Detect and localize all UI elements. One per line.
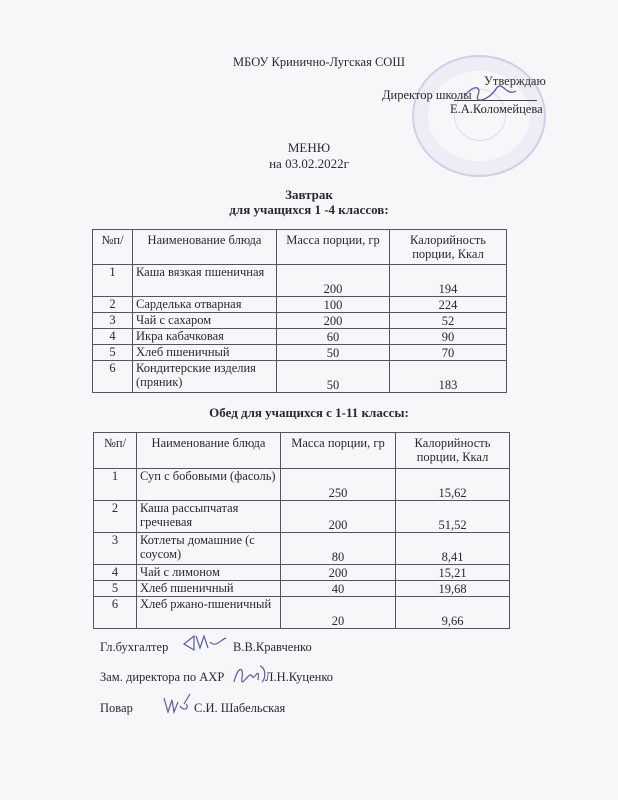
- deputy-director-name: Л.Н.Куценко: [265, 670, 334, 684]
- table-row: [94, 469, 510, 501]
- dish-name: Чай с лимоном: [137, 565, 281, 581]
- dish-name: Каша рассыпчатая гречневая: [137, 501, 281, 533]
- table-row: [93, 265, 507, 297]
- portion-mass: 200: [281, 565, 396, 581]
- breakfast-title: Завтрак: [285, 187, 333, 202]
- portion-mass: 20: [281, 597, 396, 629]
- menu-date: на 03.02.2022г: [269, 156, 349, 171]
- dish-name: Суп с бобовыми (фасоль): [137, 469, 281, 501]
- portion-calories: 224: [390, 297, 507, 313]
- portion-calories: 15,62: [396, 469, 510, 501]
- row-number: 3: [93, 313, 133, 329]
- breakfast-table: [92, 229, 507, 393]
- row-number: 2: [93, 297, 133, 313]
- accountant-label: Гл.бухгалтер: [100, 640, 169, 654]
- row-number: 1: [93, 265, 133, 297]
- portion-mass: 200: [277, 265, 390, 297]
- school-name: МБОУ Кринично-Лугская СОШ: [233, 55, 405, 69]
- cook-name: С.И. Шабельская: [194, 701, 286, 715]
- column-header-number: №п/: [93, 230, 133, 265]
- portion-calories: 8,41: [396, 533, 510, 565]
- lunch-title: Обед для учащихся с 1-11 классы:: [209, 405, 409, 420]
- cook-signature: [160, 690, 192, 718]
- portion-calories: 19,68: [396, 581, 510, 597]
- row-number: 4: [94, 565, 137, 581]
- breakfast-subtitle: для учащихся 1 -4 классов:: [229, 202, 389, 217]
- portion-mass: 250: [281, 469, 396, 501]
- portion-mass: 50: [277, 361, 390, 393]
- table-row: [94, 597, 510, 629]
- menu-title: МЕНЮ: [287, 140, 331, 155]
- row-number: 4: [93, 329, 133, 345]
- row-number: 6: [93, 361, 133, 393]
- dish-name: Хлеб пшеничный: [133, 345, 277, 361]
- dish-name: Кондитерские изделия (пряник): [133, 361, 277, 393]
- row-number: 5: [94, 581, 137, 597]
- dish-name: Икра кабачковая: [133, 329, 277, 345]
- dish-name: Хлеб пшеничный: [137, 581, 281, 597]
- portion-calories: 9,66: [396, 597, 510, 629]
- table-row: [93, 329, 507, 345]
- portion-calories: 15,21: [396, 565, 510, 581]
- table-row: [94, 565, 510, 581]
- row-number: 1: [94, 469, 137, 501]
- director-signature: [460, 83, 520, 103]
- table-row: [93, 361, 507, 393]
- dish-name: Сарделька отварная: [133, 297, 277, 313]
- column-header-mass: Масса порции, гр: [277, 230, 390, 265]
- deputy-director-label: Зам. директора по АХР: [100, 670, 225, 684]
- column-header-mass: Масса порции, гр: [281, 433, 396, 469]
- column-header-calories: Калорийность порции, Ккал: [390, 230, 507, 265]
- director-name: Е.А.Коломейцева: [450, 102, 543, 116]
- row-number: 3: [94, 533, 137, 565]
- portion-mass: 100: [277, 297, 390, 313]
- table-row: [93, 313, 507, 329]
- portion-mass: 200: [281, 501, 396, 533]
- portion-mass: 40: [281, 581, 396, 597]
- column-header-calories: Калорийность порции, Ккал: [396, 433, 510, 469]
- table-row: [93, 297, 507, 313]
- row-number: 6: [94, 597, 137, 629]
- row-number: 5: [93, 345, 133, 361]
- portion-calories: 194: [390, 265, 507, 297]
- table-row: [94, 501, 510, 533]
- accountant-name: В.В.Кравченко: [233, 640, 312, 654]
- deputy-director-signature: [230, 660, 268, 688]
- accountant-signature: [178, 632, 228, 654]
- portion-mass: 200: [277, 313, 390, 329]
- column-header-dish: Наименование блюда: [137, 433, 281, 469]
- table-row: [93, 345, 507, 361]
- portion-mass: 50: [277, 345, 390, 361]
- table-row: [94, 581, 510, 597]
- dish-name: Котлеты домашние (с соусом): [137, 533, 281, 565]
- column-header-dish: Наименование блюда: [133, 230, 277, 265]
- portion-mass: 80: [281, 533, 396, 565]
- portion-calories: 51,52: [396, 501, 510, 533]
- dish-name: Хлеб ржано-пшеничный: [137, 597, 281, 629]
- portion-calories: 52: [390, 313, 507, 329]
- dish-name: Чай с сахаром: [133, 313, 277, 329]
- table-header-row: [93, 230, 507, 265]
- approve-label: Утверждаю: [484, 74, 546, 88]
- lunch-table: [93, 432, 510, 629]
- portion-mass: 60: [277, 329, 390, 345]
- cook-label: Повар: [100, 701, 133, 715]
- portion-calories: 183: [390, 361, 507, 393]
- table-row: [94, 533, 510, 565]
- portion-calories: 70: [390, 345, 507, 361]
- column-header-number: №п/: [94, 433, 137, 469]
- row-number: 2: [94, 501, 137, 533]
- portion-calories: 90: [390, 329, 507, 345]
- director-label: Директор школы: [382, 88, 472, 102]
- table-header-row: [94, 433, 510, 469]
- dish-name: Каша вязкая пшеничная: [133, 265, 277, 297]
